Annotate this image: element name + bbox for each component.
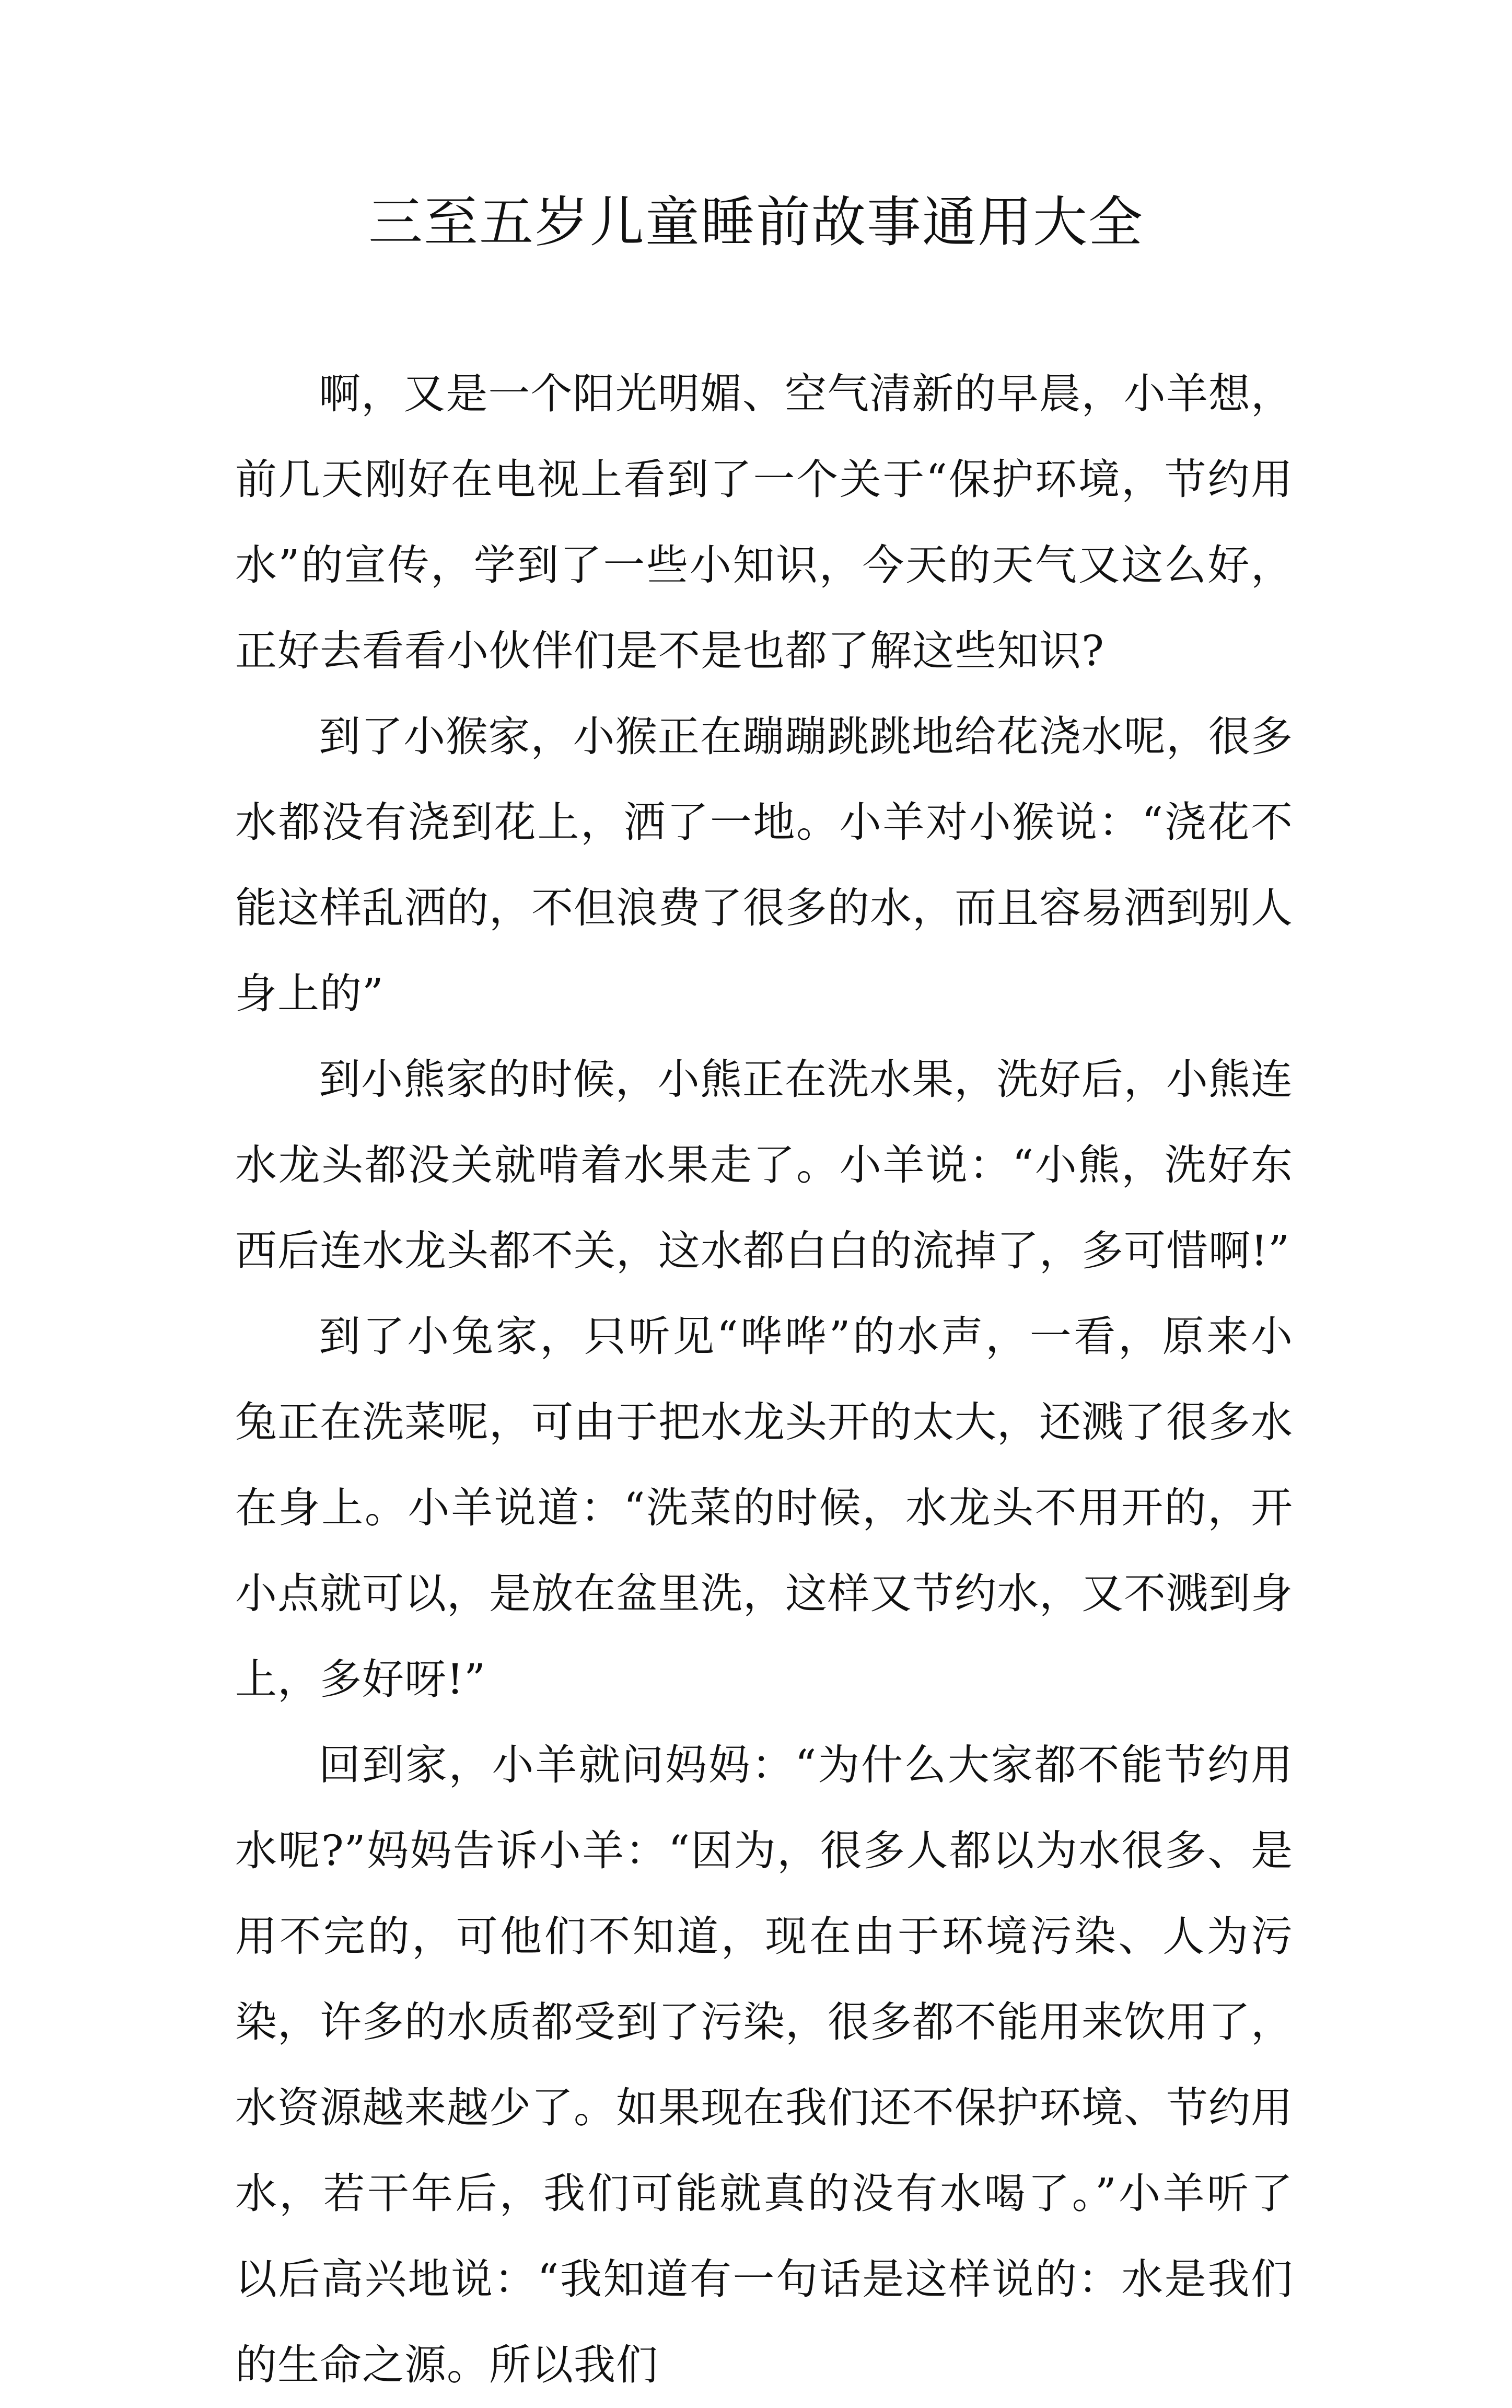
- paragraph: 回到家，小羊就问妈妈：“为什么大家都不能节约用水呢?”妈妈告诉小羊：“因为，很多人都以为水很多、是用不完的，可他们不知道，现在由于环境污染、人为污染，许多的水质都受到了污染，很多都不能用来饮用了，水资源越来越少了。如果现在我们还不保护环境、节约用水，若干年后，我们可能就真的没有水喝了。”小羊听了以后高兴地说：“我知道有一句话是这样说的：水是我们的生命之源。所以我们: [235, 1741, 1293, 2389]
- document-title: 三至五岁儿童睡前故事通用大全: [368, 190, 1144, 254]
- paragraph: 啊，又是一个阳光明媚、空气清新的早晨，小羊想，前几天刚好在电视上看到了一个关于“保护环境，节约用水”的宣传，学到了一些小知识，今天的天气又这么好，正好去看看小伙伴们是不是也都了解这些知识?: [235, 369, 1293, 675]
- paragraph: 到小熊家的时候，小熊正在洗水果，洗好后，小熊连水龙头都没关就啃着水果走了。小羊说：“小熊，洗好东西后连水龙头都不关，这水都白白的流掉了，多可惜啊!”: [235, 1055, 1293, 1275]
- document-body: [235, 351, 1293, 2408]
- paragraph: 到了小猴家，小猴正在蹦蹦跳跳地给花浇水呢，很多水都没有浇到花上，洒了一地。小羊对小猴说：“浇花不能这样乱洒的，不但浪费了很多的水，而且容易洒到别人身上的”: [235, 712, 1293, 1018]
- paragraph: 到了小兔家，只听见“哗哗”的水声，一看，原来小兔正在洗菜呢，可由于把水龙头开的太大，还溅了很多水在身上。小羊说道：“洗菜的时候，水龙头不用开的，开小点就可以，是放在盆里洗，这样又节约水，又不溅到身上，多好呀!”: [235, 1312, 1293, 1704]
